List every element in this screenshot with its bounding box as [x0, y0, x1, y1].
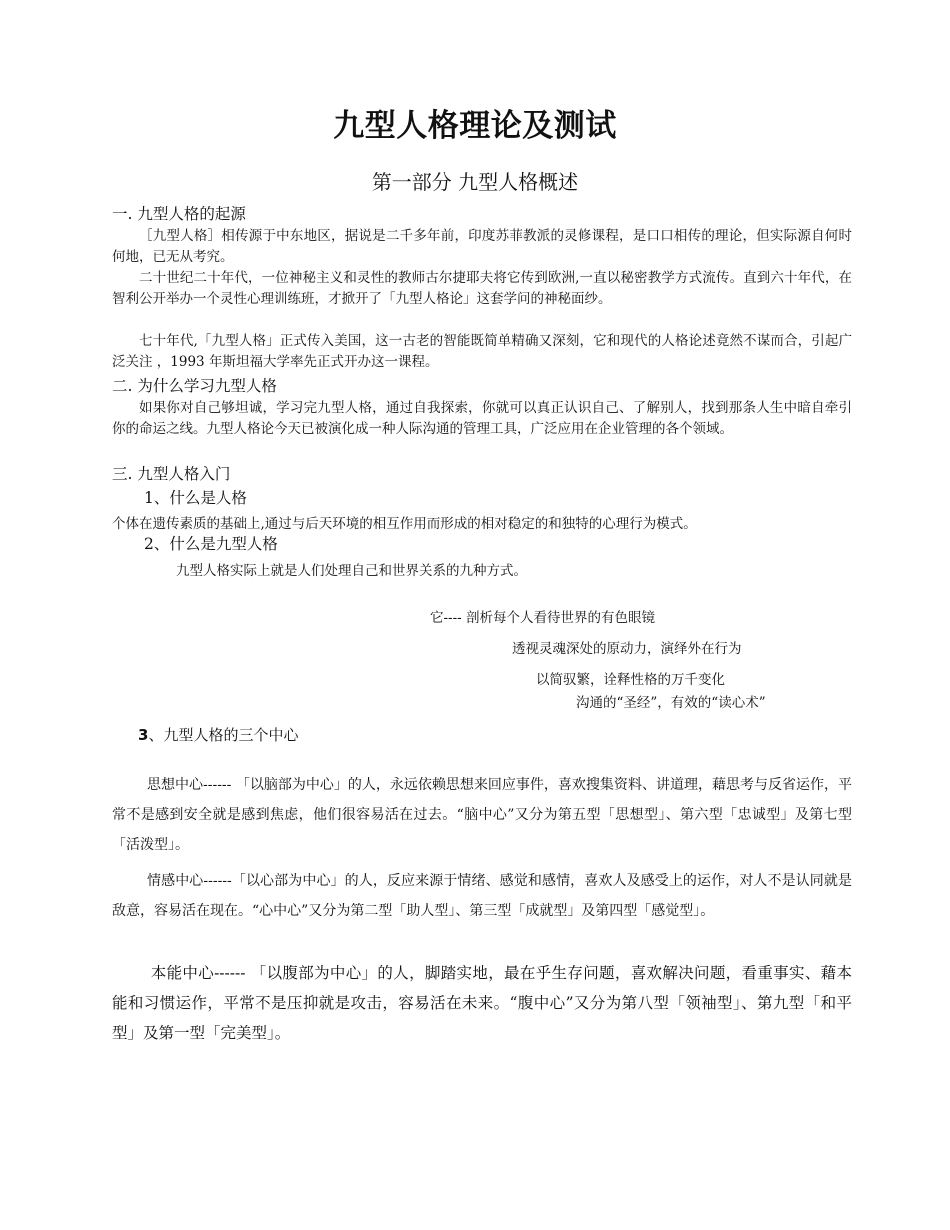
thinking-center-paragraph: 思想中心------ 「以脑部为中心」的人，永远依赖思想来回应事件，喜欢搜集资料、讲道理，藉思考与反省运作，平常不是感到安全就是感到焦虑，他们很容易活在过去。“脑中心”又分为第五型「思想型」、第六型「忠诚型」及第七型「活泼型」。 — [112, 777, 852, 853]
subsection-three-centers-label: 、九型人格的三个中心 — [148, 726, 299, 744]
part-title: 第一部分 九型人格概述 — [371, 170, 579, 194]
subsection-three-centers-number: 3 — [138, 726, 149, 744]
quote-line-1: 它---- 剖析每个人看待世界的有色眼镜 — [430, 610, 656, 626]
section-1-heading: 一. 九型人格的起源 — [112, 205, 246, 223]
quote-line-2: 透视灵魂深处的原动力，演绎外在行为 — [512, 641, 742, 657]
personality-definition: 个体在遗传素质的基础上,通过与后天环境的相互作用而形成的相对稳定的和独特的心理行为模式。 — [112, 516, 697, 532]
subsection-three-centers — [138, 724, 298, 745]
section-2-paragraph-1: 如果你对自己够坦诚，学习完九型人格，通过自我探索，你就可以真正认识自己、了解别人，找到那条人生中暗自牵引你的命运之线。九型人格论今天已被演化成一种人际沟通的管理工具，广泛应用在企业管理的各个领域。 — [112, 400, 852, 437]
section-1-paragraph-1: ［九型人格］相传源于中东地区，据说是二千多年前，印度苏菲教派的灵修课程，是口口相传的理论，但实际源自何时何地，已无从考究。 — [112, 228, 852, 265]
subsection-what-is-personality: 1、什么是人格 — [144, 489, 247, 507]
instinct-center-paragraph: 本能中心------ 「以腹部为中心」的人，脚踏实地，最在乎生存问题，喜欢解决问题，看重事实、藉本能和习惯运作，平常不是压抑就是攻击，容易活在未来。“腹中心”又分为第八型「领袖型」、第九型「和平型」及第一型「完美型」。 — [112, 964, 852, 1042]
quote-line-3: 以简驭繁，诠释性格的万千变化 — [536, 672, 725, 688]
subsection-what-is-enneagram: 2、什么是九型人格 — [144, 535, 278, 553]
quote-line-4: 沟通的“圣经”，有效的“读心术” — [576, 695, 766, 711]
enneagram-definition: 九型人格实际上就是人们处理自己和世界关系的九种方式。 — [176, 563, 527, 579]
feeling-center-paragraph: 情感中心------「以心部为中心」的人，反应来源于情绪、感觉和感情，喜欢人及感受上的运作，对人不是认同就是敌意，容易活在现在。“心中心”又分为第二型「助人型」、第三型「成就型」及第四型「感觉型」。 — [112, 873, 852, 919]
section-3-heading: 三. 九型人格入门 — [112, 465, 231, 483]
section-2-heading: 二. 为什么学习九型人格 — [112, 377, 277, 395]
section-1-paragraph-2: 二十世纪二十年代，一位神秘主义和灵性的教师古尔捷耶夫将它传到欧洲,一直以秘密教学方式流传。直到六十年代，在智利公开举办一个灵性心理训练班，才掀开了「九型人格论」这套学问的神秘面纱。 — [112, 270, 852, 307]
document-title: 九型人格理论及测试 — [333, 108, 617, 144]
section-1-paragraph-3: 七十年代,「九型人格」正式传入美国，这一古老的智能既简单精确又深刻，它和现代的人格论述竟然不谋而合，引起广泛关注 ，1993 年斯坦福大学率先正式开办这一课程。 — [112, 333, 852, 370]
